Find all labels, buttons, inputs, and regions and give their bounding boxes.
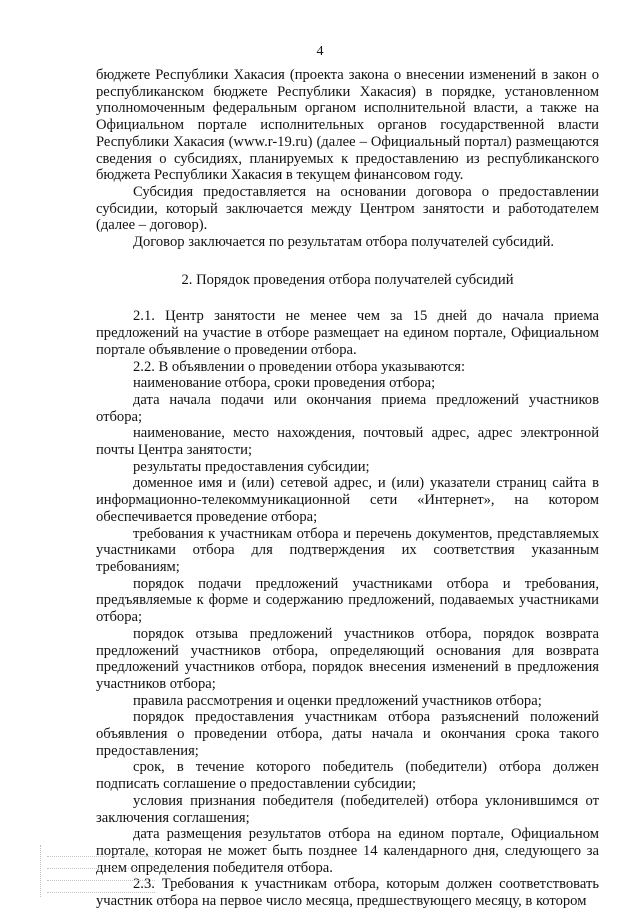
list-item: 2.2. В объявлении о проведении отбора указываются:: [133, 358, 466, 375]
section-heading: 2. Порядок проведения отбора получателей субсидий: [181, 271, 514, 288]
paragraph-continuation: бюджете Республики Хакасия (проекта закона о внесении изменений в закон о республиканском бюджете Республики Хакасия) в порядке, установленном уполномоченным федеральным органом исполнительной власти, а также на Официальном портале исполнительных органов государственной власти Республики Хакасия (www.r-19.ru) (далее – Официальный портал) размещаются сведения о субсидиях, планируемых к предоставлению из республиканского бюджета Республики Хакасия в текущем финансовом году.: [96, 67, 599, 184]
list-item: дата размещения результатов отбора на едином портале, Официальном портале, которая не может быть позднее 14 календарного дня, следующего за днем определения победителя отбора.: [96, 826, 599, 876]
paragraph-contract: Договор заключается по результатам отбора получателей субсидий.: [133, 234, 555, 251]
list-item: правила рассмотрения и оценки предложений участников отбора;: [133, 692, 542, 709]
list-item: наименование отбора, сроки проведения отбора;: [133, 375, 436, 392]
list-item: доменное имя и (или) сетевой адрес, и (или) указатели страниц сайта в информационно-телекоммуникационной сети «Интернет», на котором обеспечивается проведение отбора;: [96, 475, 599, 525]
list-item: условия признания победителя (победителей) отбора уклонившимся от заключения соглашения;: [96, 792, 599, 826]
list-item: порядок отзыва предложений участников отбора, порядок возврата предложений участников отбора, определяющий основания для возврата предложений участников отбора, порядок внесения изменений в предложения участников отбора;: [96, 625, 599, 692]
list-item: порядок подачи предложений участниками отбора и требования, предъявляемые к форме и содержанию предложений, подаваемых участниками отбора;: [96, 575, 599, 626]
list-item: 2.3. Требования к участникам отбора, которым должен соответствовать участник отбора на первое число месяца, предшествующего месяцу, в котором: [96, 876, 599, 910]
list-item: 2.1. Центр занятости не менее чем за 15 дней до начала приема предложений на участие в отборе размещает на едином портале, Официальном портале объявление о проведении отбора.: [96, 308, 599, 358]
page-number: 4: [316, 44, 324, 59]
paragraph-subsidy-basis: Субсидия предоставляется на основании договора о предоставлении субсидии, который заключается между Центром занятости и работодателем (далее – договор).: [96, 183, 599, 234]
list-item: срок, в течение которого победитель (победители) отбора должен подписать соглашение о предоставлении субсидии;: [96, 759, 599, 793]
faded-stamp: [40, 845, 159, 897]
list-item: результаты предоставления субсидии;: [133, 458, 370, 475]
list-item: дата начала подачи или окончания приема предложений участников отбора;: [96, 391, 599, 425]
list-item: наименование, место нахождения, почтовый адрес, адрес электронной почты Центра занятости;: [96, 425, 599, 459]
list-item: требования к участникам отбора и перечень документов, представляемых участниками отбора для подтверждения их соответствия указанным требованиям;: [96, 525, 599, 575]
list-item: порядок предоставления участникам отбора разъяснений положений объявления о проведении отбора, даты начала и окончания срока такого предоставления;: [96, 709, 599, 759]
document-body: [96, 67, 599, 910]
